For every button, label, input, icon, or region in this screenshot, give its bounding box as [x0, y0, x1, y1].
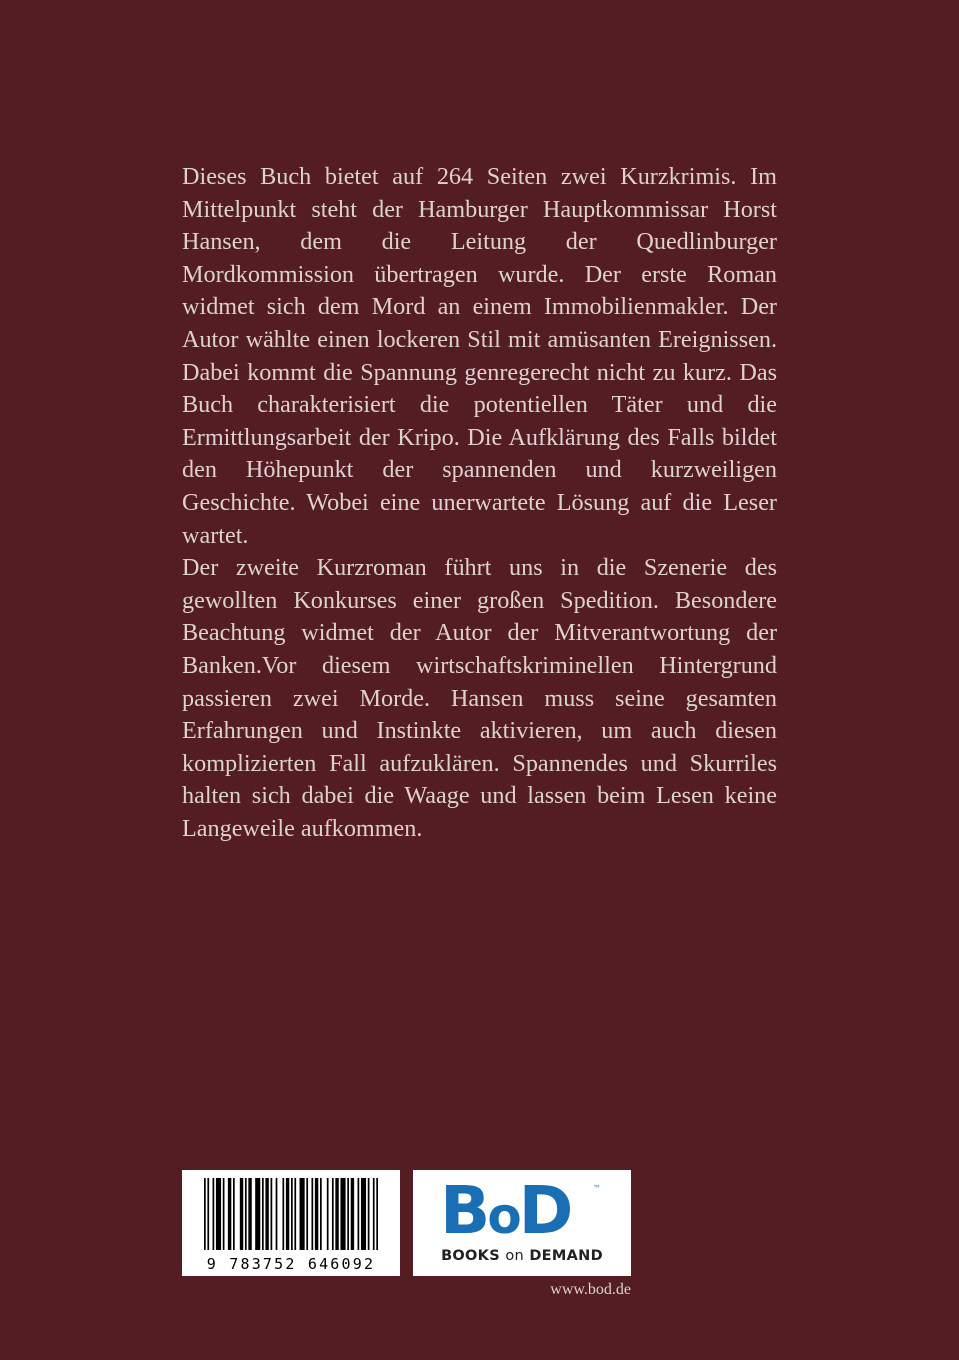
- barcode-bar: [245, 1178, 247, 1250]
- barcode-bar: [223, 1178, 225, 1250]
- barcode-bar: [291, 1178, 293, 1250]
- barcode-bar: [361, 1178, 366, 1250]
- barcode-bar: [376, 1178, 378, 1250]
- barcode-bar: [347, 1178, 349, 1250]
- barcode-bar: [306, 1178, 308, 1250]
- tagline-on: on: [505, 1248, 524, 1264]
- barcode-bar: [286, 1178, 289, 1250]
- barcode-bar: [262, 1178, 264, 1250]
- barcode-bar: [358, 1178, 360, 1250]
- barcode-bar: [332, 1178, 334, 1250]
- barcode-bar: [204, 1178, 206, 1250]
- bod-logo-mark: BoD: [440, 1172, 571, 1249]
- tagline-books: BOOKS: [441, 1248, 500, 1264]
- barcode-bar: [276, 1178, 278, 1250]
- barcode-bar: [233, 1178, 235, 1250]
- barcode-bar: [373, 1178, 375, 1250]
- barcode-bar: [240, 1178, 243, 1250]
- barcode-bar: [255, 1178, 260, 1250]
- barcode-bar: [265, 1178, 268, 1250]
- back-cover-blurb: [182, 161, 777, 845]
- blurb-paragraph-1: Dieses Buch bietet auf 264 Seiten zwei Kurzkrimis. Im Mittelpunkt steht der Hamburger Hauptkommissar Horst Hansen, dem die Leitung der Quedlinburger Mordkommission übertragen wurde. Der erste Roman widmet sich dem Mord an einem Immobilienmakler. Der Autor wählte einen lockeren Stil mit amüsanten Ereignissen. Dabei kommt die Spannung genregerecht nicht zu kurz. Das Buch charakterisiert die potentiellen Täter und die Ermittlungsarbeit der Kripo. Die Aufklärung des Falls bildet den Höhepunkt der spannenden und kurzweiligen Geschichte. Wobei eine unerwartete Lösung auf die Leser wartet.: [182, 163, 777, 549]
- tagline-demand: DEMAND: [529, 1248, 603, 1264]
- barcode-bar: [368, 1178, 370, 1250]
- barcode-bar: [327, 1178, 329, 1250]
- barcode-bar: [216, 1178, 221, 1250]
- barcode-bar: [213, 1178, 215, 1250]
- barcode-bar: [315, 1178, 318, 1250]
- blurb-paragraph-2: Der zweite Kurzroman führt uns in die Szenerie des gewollten Konkurses einer großen Spedition. Besondere Beachtung widmet der Autor der Mitverantwortung der Banken.Vor diesem wirtschaftskriminellen Hintergrund passieren zwei Morde. Hansen muss seine gesamten Erfahrungen und Instinkte aktivieren, um auch diesen komplizierten Fall aufzuklären. Spannendes und Skurriles halten sich dabei die Waage und lassen beim Lesen keine Langeweile aufkommen.: [182, 554, 777, 842]
- barcode-bar: [335, 1178, 338, 1250]
- barcode-bar: [311, 1178, 313, 1250]
- publisher-tagline: [413, 1248, 631, 1264]
- barcode-bars: [204, 1178, 378, 1250]
- barcode-bar: [248, 1178, 251, 1250]
- barcode-bar: [320, 1178, 322, 1250]
- barcode-bar: [282, 1178, 284, 1250]
- barcode-bar: [271, 1178, 273, 1250]
- barcode-bar: [294, 1178, 296, 1250]
- isbn-barcode: [182, 1170, 400, 1276]
- trademark-symbol: ™: [593, 1184, 601, 1193]
- barcode-bar: [300, 1178, 305, 1250]
- barcode-bar: [340, 1178, 345, 1250]
- isbn-number: 9 783752 646092: [206, 1255, 376, 1273]
- barcode-bar: [351, 1178, 354, 1250]
- publisher-url: www.bod.de: [550, 1281, 631, 1298]
- barcode-bar: [207, 1178, 209, 1250]
- publisher-logo: [413, 1170, 631, 1276]
- barcode-bar: [228, 1178, 231, 1250]
